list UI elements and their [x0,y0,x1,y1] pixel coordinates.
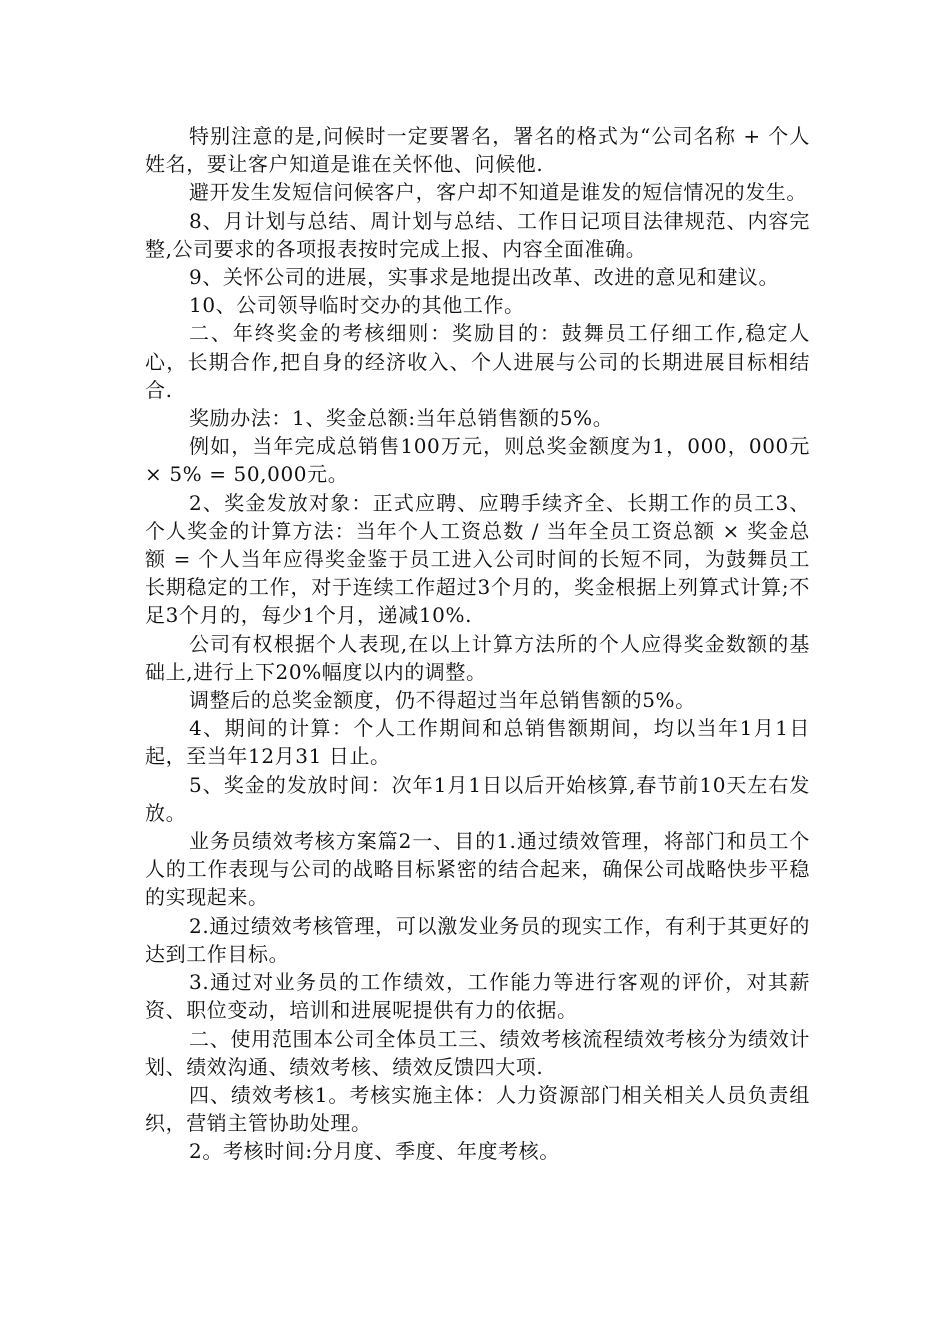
paragraph: 2。考核时间:分月度、季度、年度考核。 [189,1139,560,1164]
paragraph: 特别注意的是,问候时一定要署名，署名的格式为“公司名称 + 个人姓名，要让客户知道是谁在关怀他、问候他. [145,124,810,177]
paragraph: 3.通过对业务员的工作绩效，工作能力等进行客观的评价，对其薪资、职位变动，培训和进展呢提供有力的依据。 [145,970,810,1023]
paragraph: 2、奖金发放对象：正式应聘、应聘手续齐全、长期工作的员工3、个人奖金的计算方法：当年个人工资总数 / 当年全员工资总额 × 奖金总额 = 个人当年应得奖金鉴于员工进入公司时间的长短不同，为鼓舞员工长期稳定的工作，对于连续工作超过3个月的，奖金根据上列算式计算;不足3个月的，每少1个月，递减10%. [145,490,810,628]
paragraph: 避开发生发短信问候客户，客户却不知道是谁发的短信情况的发生。 [189,180,807,205]
paragraph: 5、奖金的发放时间：次年1月1日以后开始核算,春节前10天左右发放。 [145,772,810,825]
paragraph: 二、年终奖金的考核细则：奖励目的：鼓舞员工仔细工作,稳定人心，长期合作,把自身的经济收入、个人进展与公司的长期进展目标相结合. [145,321,810,402]
document-body [145,122,810,1166]
paragraph: 9、关怀公司的进展，实事求是地提出改革、改进的意见和建议。 [189,265,780,290]
paragraph: 四、绩效考核1。考核实施主体：人力资源部门相关相关人员负责组织，营销主管协助处理。 [145,1082,810,1136]
paragraph: 4、期间的计算：个人工作期间和总销售额期间，均以当年1月1日起，至当年12月31 日止。 [145,716,810,769]
paragraph: 业务员绩效考核方案篇2一、目的1.通过绩效管理，将部门和员工个人的工作表现与公司的战略目标紧密的结合起来，确保公司战略快步平稳的实现起来。 [145,829,810,910]
paragraph: 8、月计划与总结、周计划与总结、工作日记项目法律规范、内容完整,公司要求的各项报表按时完成上报、内容全面准确。 [145,208,810,261]
paragraph: 调整后的总奖金额度，仍不得超过当年总销售额的5%。 [189,688,696,713]
paragraph: 奖励办法：1、奖金总额:当年总销售额的5%。 [189,406,614,431]
paragraph: 例如，当年完成总销售100万元，则总奖金额度为1，000，000元 × 5% = 50,000元。 [145,434,810,487]
paragraph: 二、使用范围本公司全体员工三、绩效考核流程绩效考核分为绩效计划、绩效沟通、绩效考核、绩效反馈四大项. [145,1026,810,1079]
paragraph: 10、公司领导临时交办的其他工作。 [189,293,525,318]
paragraph: 公司有权根据个人表现,在以上计算方法所的个人应得奖金数额的基础上,进行上下20%幅度以内的调整。 [145,631,810,684]
paragraph: 2.通过绩效考核管理，可以激发业务员的现实工作，有利于其更好的达到工作目标。 [145,913,810,966]
